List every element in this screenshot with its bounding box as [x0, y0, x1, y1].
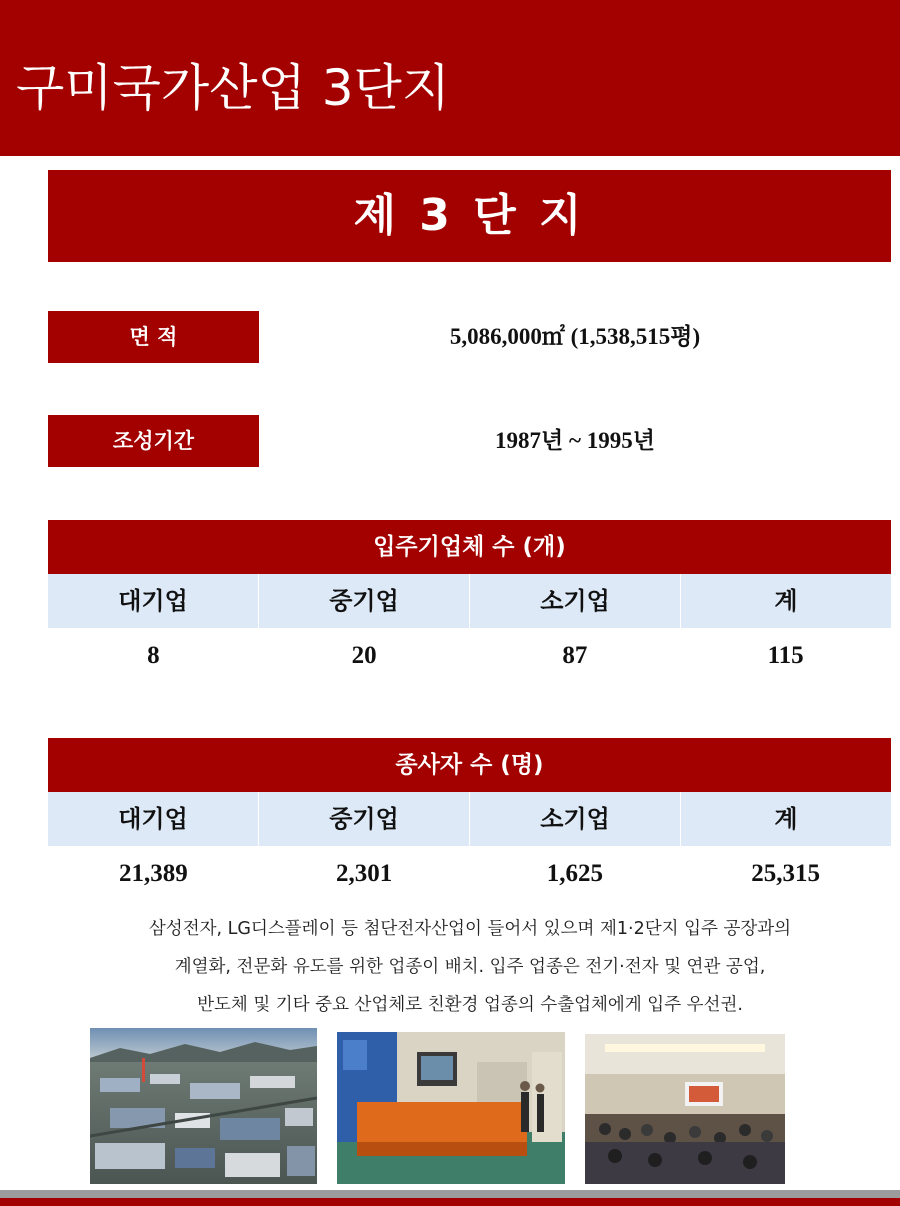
- top-banner: [0, 0, 900, 156]
- companies-col-large: 대기업: [48, 574, 258, 628]
- employees-col-total: 계: [680, 792, 891, 846]
- companies-value-large: 8: [147, 642, 160, 669]
- area-label: 면 적: [48, 311, 259, 363]
- companies-table-value-row: [48, 628, 891, 684]
- companies-col-small: 소기업: [469, 574, 680, 628]
- companies-table-header-row: [48, 574, 891, 628]
- seminar-hall-photo: [585, 1034, 785, 1184]
- factory-machinery-photo: [337, 1032, 565, 1184]
- description-line: 계열화, 전문화 유도를 위한 업종이 배치. 입주 업종은 전기·전자 및 연관 공업,: [174, 957, 766, 977]
- bottom-gray-band: [0, 1190, 900, 1198]
- employees-table-value-row: [48, 846, 891, 902]
- companies-table-title: 입주기업체 수 (개): [48, 520, 891, 574]
- employees-value-small: 1,625: [546, 860, 603, 887]
- period-label: 조성기간: [48, 415, 259, 467]
- companies-value-medium: 20: [351, 642, 377, 669]
- page-title: 구미국가산업 3단지: [16, 59, 451, 117]
- description-line: 반도체 및 기타 중요 산업체로 친환경 업종의 수출업체에게 입주 우선권.: [197, 995, 743, 1015]
- companies-value-total: 115: [767, 642, 804, 669]
- companies-col-total: 계: [680, 574, 891, 628]
- companies-col-medium: 중기업: [258, 574, 469, 628]
- companies-value-small: 87: [562, 642, 588, 669]
- description: [60, 910, 880, 1024]
- employees-value-total: 25,315: [751, 860, 820, 887]
- employees-value-medium: 2,301: [336, 860, 393, 887]
- period-value: 1987년 ~ 1995년: [495, 428, 655, 453]
- area-value: 5,086,000㎡ (1,538,515평): [449, 324, 701, 349]
- employees-col-small: 소기업: [469, 792, 680, 846]
- employees-table-title: 종사자 수 (명): [48, 738, 891, 792]
- employees-table-header-row: [48, 792, 891, 846]
- section-title: 제 3 단 지: [48, 170, 891, 262]
- employees-col-large: 대기업: [48, 792, 258, 846]
- aerial-industrial-photo: [90, 1028, 317, 1184]
- employees-value-large: 21,389: [119, 860, 188, 887]
- bottom-red-band: [0, 1198, 900, 1206]
- description-line: 삼성전자, LG디스플레이 등 첨단전자산업이 들어서 있으며 제1·2단지 입주 공장과의: [148, 919, 792, 939]
- employees-col-medium: 중기업: [258, 792, 469, 846]
